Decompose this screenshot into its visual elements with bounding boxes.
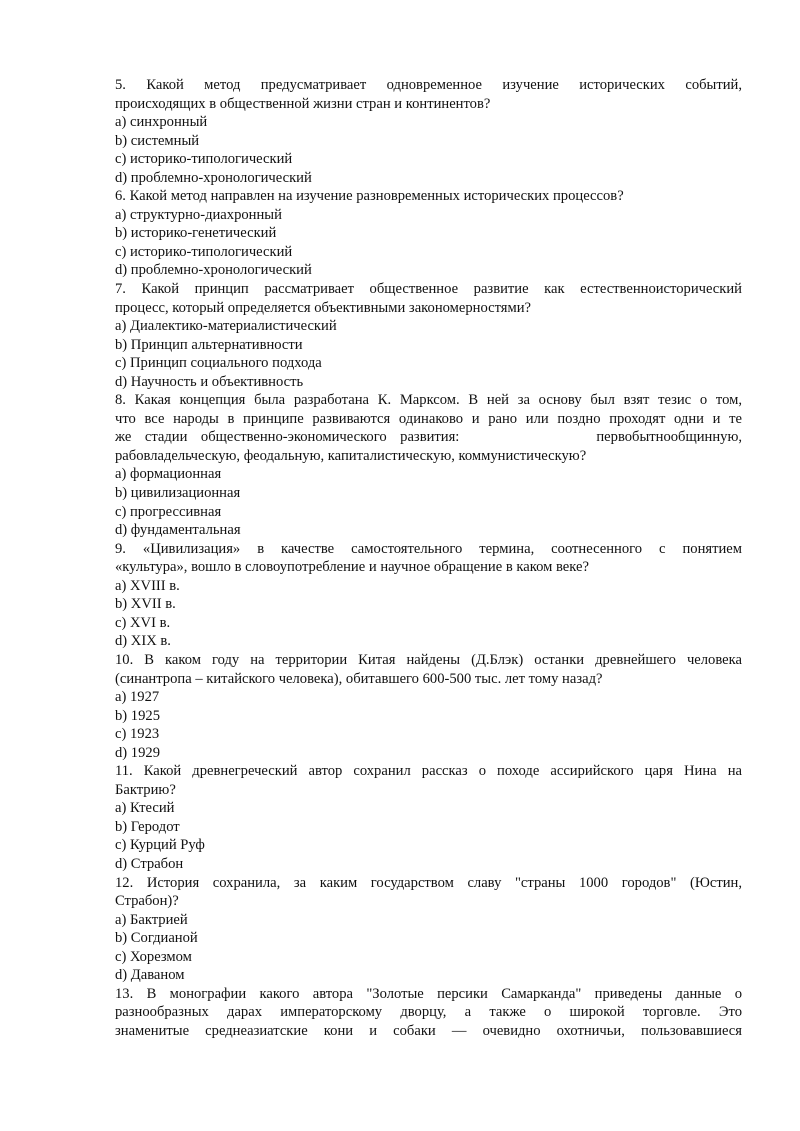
- answer-option: a) синхронный: [115, 114, 208, 131]
- question-block: [115, 762, 742, 873]
- answer-option: c) историко-типологический: [115, 151, 293, 168]
- answer-option: d) проблемно-хронологический: [115, 169, 312, 186]
- answer-option: b) XVII в.: [115, 596, 176, 613]
- question-text-line: 5. Какой метод предусматривает одновременное изучение исторических событий,: [115, 77, 742, 93]
- question-text-line: 9. «Цивилизация» в качестве самостоятельного термина, соотнесенного с понятием: [115, 540, 742, 557]
- question-text-line: рабовладельческую, феодальную, капиталистическую, коммунистическую?: [115, 447, 587, 464]
- answer-option: b) историко-генетический: [115, 225, 277, 242]
- question-text-line: Бактрию?: [115, 781, 176, 798]
- answer-option: a) структурно-диахронный: [115, 206, 282, 223]
- answer-option: d) 1929: [115, 744, 160, 761]
- answer-option: d) проблемно-хронологический: [115, 262, 312, 279]
- answer-option: d) Даваном: [115, 967, 185, 984]
- answer-option: c) историко-типологический: [115, 243, 293, 260]
- question-text-segment: первобытнообщинную,: [596, 429, 742, 446]
- answer-option: d) Страбон: [115, 855, 184, 872]
- answer-option: b) цивилизационная: [115, 485, 241, 502]
- answer-option: b) 1925: [115, 707, 160, 724]
- question-block: [115, 540, 742, 651]
- question-text-line: происходящих в общественной жизни стран и континентов?: [115, 95, 491, 112]
- question-text-line: 6. Какой метод направлен на изучение разновременных исторических процессов?: [115, 188, 624, 205]
- answer-option: c) прогрессивная: [115, 503, 222, 520]
- question-text-line: [115, 428, 742, 447]
- question-text-line: Страбон)?: [115, 893, 179, 910]
- answer-option: a) Диалектико-материалистический: [115, 318, 337, 335]
- answer-option: b) Геродот: [115, 818, 180, 835]
- question-text-line: 12. История сохранила, за каким государством славу "страны 1000 городов" (Юстин,: [115, 874, 742, 891]
- question-block: [115, 874, 742, 985]
- answer-option: b) Согдианой: [115, 930, 198, 947]
- answer-option: c) 1923: [115, 726, 160, 743]
- answer-option: c) Курций Руф: [115, 837, 205, 854]
- answer-option: a) XVIII в.: [115, 577, 180, 594]
- answer-option: b) системный: [115, 132, 200, 149]
- question-text-line: знаменитые среднеазиатские кони и собаки — очевидно охотничьи, пользовавшиеся: [115, 1022, 742, 1039]
- answer-option: d) XIX в.: [115, 633, 171, 650]
- question-text-line: процесс, который определяется объективными закономерностями?: [115, 299, 532, 316]
- question-block: [115, 76, 742, 187]
- answer-option: a) формационная: [115, 466, 222, 483]
- question-text-line: 8. Какая концепция была разработана К. Марксом. В ней за основу был взят тезис о том,: [115, 392, 742, 409]
- answer-option: a) Ктесий: [115, 800, 175, 817]
- question-text-line: «культура», вошло в словоупотребление и научное обращение в каком веке?: [115, 559, 589, 576]
- question-text-line: 7. Какой принцип рассматривает общественное развитие как естественноисторический: [115, 281, 742, 298]
- question-text-line: 13. В монографии какого автора "Золотые персики Самарканда" приведены данные о: [115, 985, 742, 1002]
- question-block: [115, 651, 742, 762]
- answer-option: b) Принцип альтернативности: [115, 336, 303, 353]
- answer-option: c) Хорезмом: [115, 948, 192, 965]
- question-text-line: 11. Какой древнегреческий автор сохранил рассказ о походе ассирийского царя Нина на: [115, 763, 742, 780]
- answer-option: c) XVI в.: [115, 614, 171, 631]
- question-block: [115, 985, 742, 1041]
- question-text-line: разнообразных дарах императорскому дворцу, а также о широкой торговле. Это: [115, 1004, 742, 1021]
- answer-option: a) 1927: [115, 689, 160, 706]
- question-block: [115, 391, 742, 539]
- question-text-line: 10. В каком году на территории Китая найдены (Д.Блэк) останки древнейшего человека: [115, 651, 742, 668]
- answer-option: a) Бактрией: [115, 911, 188, 928]
- question-text-line: (синантропа – китайского человека), обитавшего 600-500 тыс. лет тому назад?: [115, 670, 603, 687]
- question-block: [115, 187, 742, 280]
- question-text-line: что все народы в принципе развиваются одинаково и рано или поздно проходят одни и те: [115, 410, 742, 427]
- answer-option: c) Принцип социального подхода: [115, 355, 322, 372]
- answer-option: d) Научность и объективность: [115, 373, 304, 390]
- answer-option: d) фундаментальная: [115, 522, 241, 539]
- document-page: [115, 76, 742, 1040]
- question-text-segment: же стадии общественно-экономического развития:: [115, 429, 460, 446]
- question-block: [115, 280, 742, 391]
